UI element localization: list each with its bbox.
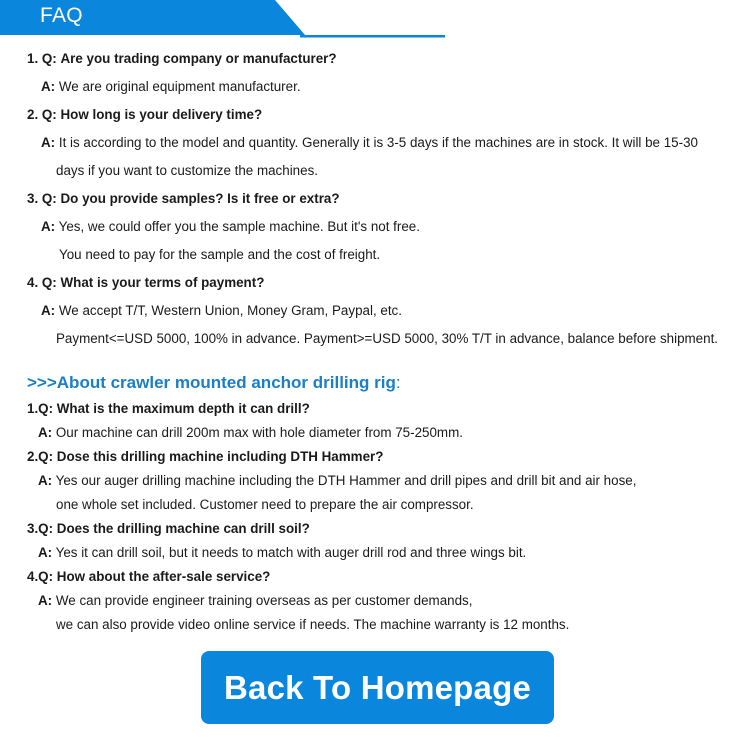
question-label: 1.Q: [27, 401, 54, 416]
product-answer-3 [38, 545, 526, 561]
question-text: Does the drilling machine can drill soil? [56, 521, 310, 536]
answer-text: Yes, we could offer you the sample machine. But it's not free. [58, 219, 420, 234]
faq-question-3 [27, 191, 340, 207]
answer-label: A: [38, 473, 53, 488]
question-label: 2. Q: [27, 107, 57, 122]
answer-text: We are original equipment manufacturer. [58, 79, 301, 94]
product-question-3 [27, 521, 310, 537]
faq-answer-2-cont: days if you want to customize the machines. [56, 163, 318, 178]
question-label: 1. Q: [27, 51, 57, 66]
product-answer-1 [38, 425, 463, 441]
answer-text: Yes our auger drilling machine including the DTH Hammer and drill pipes and drill bit and air hose, [55, 473, 637, 488]
faq-banner [0, 0, 450, 40]
question-label: 3. Q: [27, 191, 57, 206]
section-title-text: >>>About crawler mounted anchor drilling rig [27, 373, 396, 392]
answer-label: A: [41, 135, 56, 150]
question-text: Are you trading company or manufacturer? [60, 51, 337, 66]
faq-question-2 [27, 107, 262, 123]
question-label: 4.Q: [27, 569, 54, 584]
answer-text: We can provide engineer training overseas as per customer demands, [55, 593, 473, 608]
answer-label: A: [41, 219, 56, 234]
product-answer-4-cont: we can also provide video online service if needs. The machine warranty is 12 months. [56, 617, 570, 632]
product-question-2 [27, 449, 383, 465]
banner-title: FAQ [40, 4, 83, 27]
answer-label: A: [41, 303, 56, 318]
question-text: What is the maximum depth it can drill? [56, 401, 310, 416]
section-title [27, 373, 401, 393]
question-label: 3.Q: [27, 521, 54, 536]
product-answer-4 [38, 593, 472, 609]
answer-label: A: [38, 545, 53, 560]
answer-text: It is according to the model and quantity. Generally it is 3-5 days if the machines are in stock. It will be 15-30 [58, 135, 698, 150]
question-text: How about the after-sale service? [56, 569, 271, 584]
faq-answer-2 [41, 135, 698, 151]
answer-text: We accept T/T, Western Union, Money Gram, Paypal, etc. [58, 303, 402, 318]
question-text: How long is your delivery time? [60, 107, 263, 122]
answer-text: Yes it can drill soil, but it needs to match with auger drill rod and three wings bit. [55, 545, 527, 560]
faq-answer-4-cont: Payment<=USD 5000, 100% in advance. Payment>=USD 5000, 30% T/T in advance, balance before shipment. [56, 331, 719, 346]
faq-question-1 [27, 51, 337, 67]
back-to-homepage-button[interactable]: Back To Homepage [201, 651, 554, 724]
section-title-colon: : [395, 373, 401, 392]
faq-answer-4 [41, 303, 402, 319]
answer-label: A: [38, 593, 53, 608]
answer-text: Our machine can drill 200m max with hole diameter from 75-250mm. [55, 425, 463, 440]
product-answer-2 [38, 473, 636, 489]
question-label: 4. Q: [27, 275, 57, 290]
question-text: Do you provide samples? Is it free or extra? [60, 191, 340, 206]
question-text: Dose this drilling machine including DTH Hammer? [56, 449, 384, 464]
product-question-4 [27, 569, 270, 585]
faq-answer-3 [41, 219, 420, 235]
faq-question-4 [27, 275, 264, 291]
product-question-1 [27, 401, 310, 417]
answer-label: A: [38, 425, 53, 440]
faq-answer-1 [41, 79, 301, 95]
question-label: 2.Q: [27, 449, 54, 464]
faq-answer-3-cont: You need to pay for the sample and the cost of freight. [59, 247, 381, 262]
answer-label: A: [41, 79, 56, 94]
product-answer-2-cont: one whole set included. Customer need to prepare the air compressor. [56, 497, 474, 512]
question-text: What is your terms of payment? [60, 275, 265, 290]
